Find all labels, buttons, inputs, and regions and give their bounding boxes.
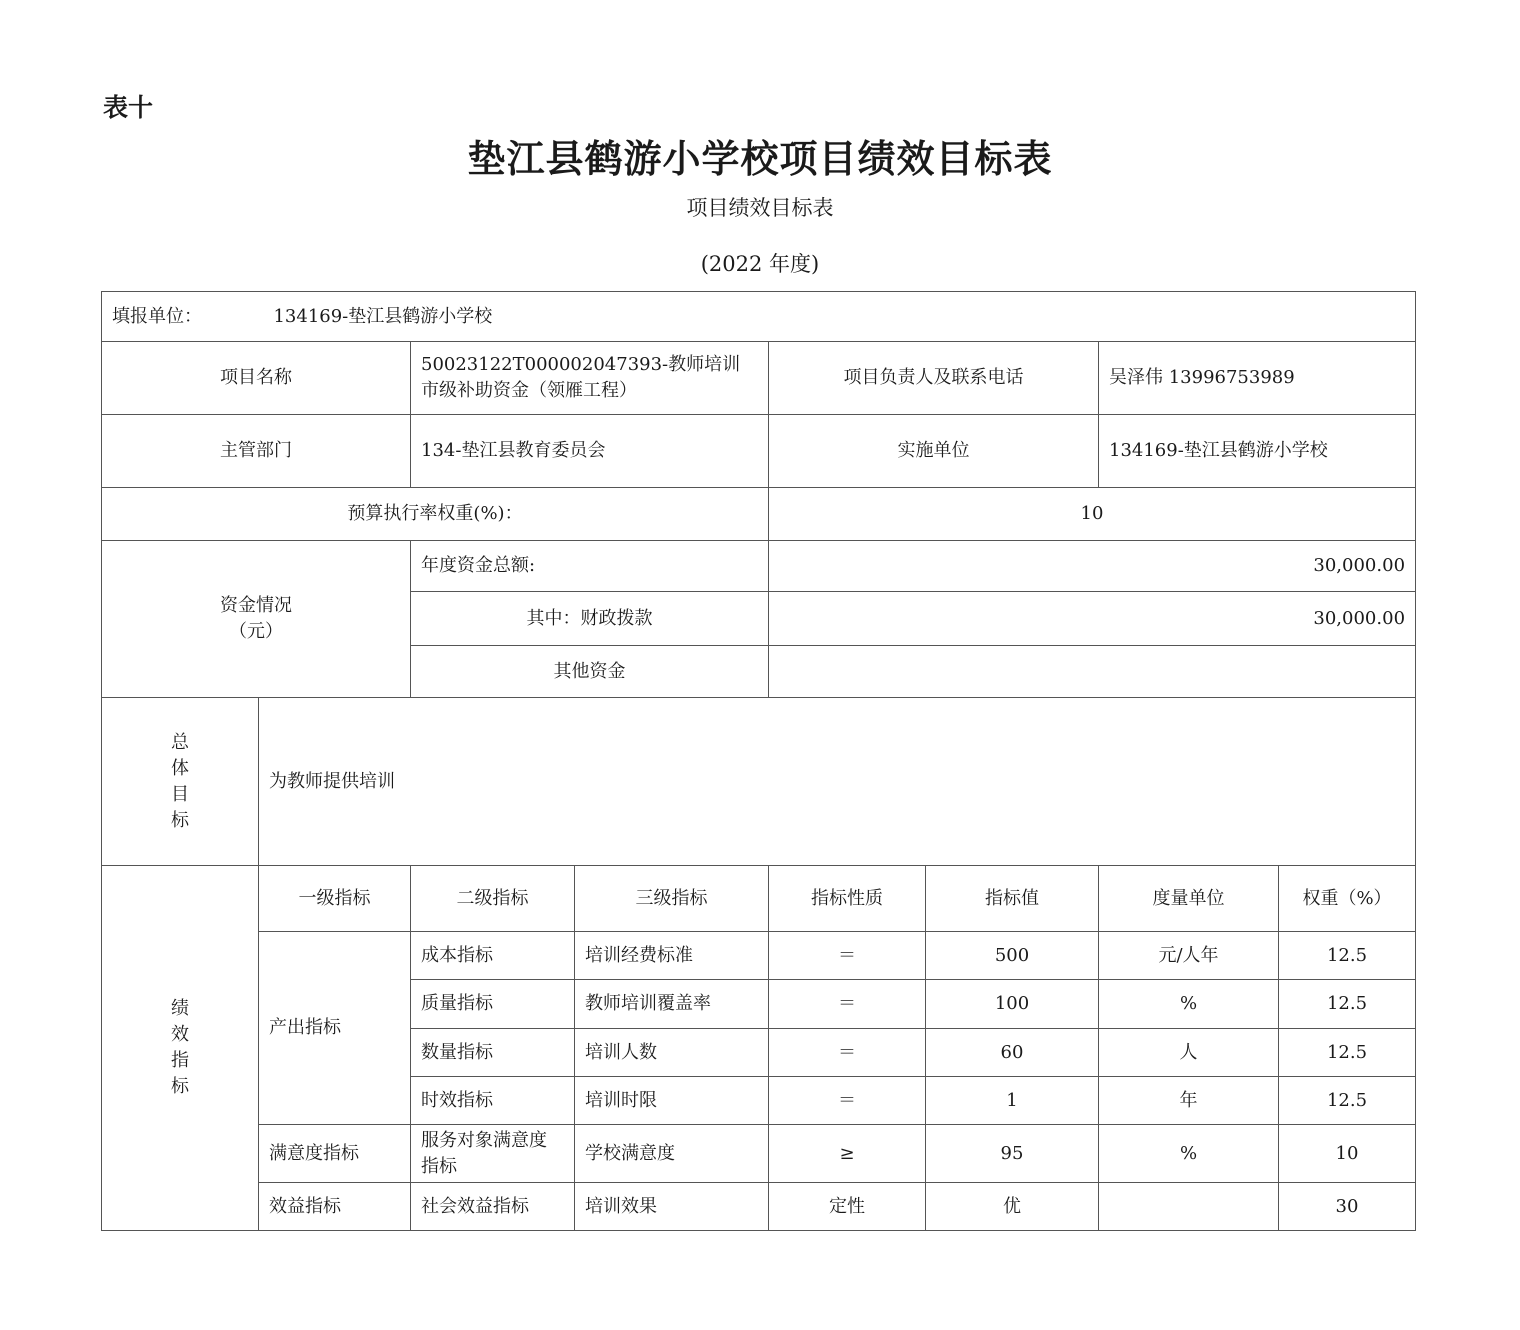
weight-cell: 30 xyxy=(1279,1183,1416,1231)
overall-goal-label xyxy=(102,698,259,866)
weight-cell: 12.5 xyxy=(1279,932,1416,980)
implementing-unit-label: 实施单位 xyxy=(769,415,1099,488)
satisfaction-level1: 满意度指标 xyxy=(259,1125,411,1183)
department-label: 主管部门 xyxy=(102,415,411,488)
indicator-label-char: 效 xyxy=(171,1024,189,1045)
table-row xyxy=(102,1183,1416,1231)
indicator-label-char: 标 xyxy=(171,1076,189,1097)
page-subtitle: 项目绩效目标表 xyxy=(686,196,834,220)
funds-label-line1: 资金情况 xyxy=(220,595,292,616)
value-cell: 1 xyxy=(926,1077,1099,1125)
nature-cell: ≥ xyxy=(769,1125,926,1183)
project-name-label: 项目名称 xyxy=(102,342,411,415)
weight-cell: 12.5 xyxy=(1279,1077,1416,1125)
weight-cell: 12.5 xyxy=(1279,980,1416,1029)
indicator-label-char: 绩 xyxy=(171,998,189,1019)
header-nature: 指标性质 xyxy=(769,866,926,932)
budget-rate-row xyxy=(102,488,1416,541)
level2-cell: 成本指标 xyxy=(411,932,575,980)
unit-cell: % xyxy=(1099,1125,1279,1183)
funds-label-line2: （元） xyxy=(229,621,283,642)
project-name-row xyxy=(102,342,1416,415)
header-level1: 一级指标 xyxy=(259,866,411,932)
table-number: 表十 xyxy=(103,93,154,122)
weight-cell: 10 xyxy=(1279,1125,1416,1183)
budget-rate-label: 预算执行率权重(%)： xyxy=(102,488,769,541)
overall-goal-text: 为教师提供培训 xyxy=(259,698,1416,866)
unit-cell: 人 xyxy=(1099,1029,1279,1077)
value-cell: 优 xyxy=(926,1183,1099,1231)
header-weight: 权重（%） xyxy=(1279,866,1416,932)
output-level1: 产出指标 xyxy=(259,932,411,1125)
goal-label-char: 标 xyxy=(171,809,189,831)
fill-unit-row xyxy=(102,292,1416,342)
department-value: 134-垫江县教育委员会 xyxy=(411,415,769,488)
level3-cell: 培训人数 xyxy=(575,1029,769,1077)
fill-unit-value: 134169-垫江县鹤游小学校 xyxy=(273,305,493,327)
level3-cell: 培训时限 xyxy=(575,1077,769,1125)
other-funds-label: 其他资金 xyxy=(411,646,769,698)
unit-cell: 元/人年 xyxy=(1099,932,1279,980)
department-row xyxy=(102,415,1416,488)
fill-unit-cell xyxy=(102,292,1416,342)
nature-cell: 定性 xyxy=(769,1183,926,1231)
level3-cell: 培训效果 xyxy=(575,1183,769,1231)
fill-unit-label: 填报单位： xyxy=(112,305,202,327)
nature-cell: ＝ xyxy=(769,980,926,1029)
indicators-label xyxy=(102,866,259,1231)
indicator-header-row xyxy=(102,866,1416,932)
nature-cell: ＝ xyxy=(769,932,926,980)
level2-cell: 社会效益指标 xyxy=(411,1183,575,1231)
value-cell: 60 xyxy=(926,1029,1099,1077)
budget-rate-value: 10 xyxy=(769,488,1416,541)
goal-label-char: 目 xyxy=(171,783,189,805)
overall-goal-row xyxy=(102,698,1416,866)
page-title: 垫江县鹤游小学校项目绩效目标表 xyxy=(467,136,1053,181)
level2-cell: 服务对象满意度指标 xyxy=(411,1125,575,1183)
project-leader-label: 项目负责人及联系电话 xyxy=(769,342,1099,415)
level2-cell: 时效指标 xyxy=(411,1077,575,1125)
benefit-level1: 效益指标 xyxy=(259,1183,411,1231)
goal-label-char: 体 xyxy=(171,757,189,779)
project-name-value: 50023122T000002047393-教师培训市级补助资金（领雁工程） xyxy=(411,342,769,415)
value-cell: 95 xyxy=(926,1125,1099,1183)
implementing-unit-value: 134169-垫江县鹤游小学校 xyxy=(1099,415,1416,488)
level3-cell: 学校满意度 xyxy=(575,1125,769,1183)
table-row xyxy=(102,932,1416,980)
fiscal-funds-value: 30,000.00 xyxy=(769,592,1416,646)
nature-cell: ＝ xyxy=(769,1077,926,1125)
performance-target-table xyxy=(101,291,1416,1231)
project-leader-value: 吴泽伟 13996753989 xyxy=(1099,342,1416,415)
level3-cell: 培训经费标准 xyxy=(575,932,769,980)
funds-annual-row xyxy=(102,541,1416,592)
level2-cell: 质量指标 xyxy=(411,980,575,1029)
annual-funds-value: 30,000.00 xyxy=(769,541,1416,592)
goal-label-char: 总 xyxy=(171,731,189,753)
header-unit: 度量单位 xyxy=(1099,866,1279,932)
unit-cell: % xyxy=(1099,980,1279,1029)
weight-cell: 12.5 xyxy=(1279,1029,1416,1077)
level2-cell: 数量指标 xyxy=(411,1029,575,1077)
value-cell: 100 xyxy=(926,980,1099,1029)
level3-cell: 教师培训覆盖率 xyxy=(575,980,769,1029)
value-cell: 500 xyxy=(926,932,1099,980)
annual-funds-label: 年度资金总额: xyxy=(411,541,769,592)
unit-cell: 年 xyxy=(1099,1077,1279,1125)
header-level3: 三级指标 xyxy=(575,866,769,932)
unit-cell xyxy=(1099,1183,1279,1231)
nature-cell: ＝ xyxy=(769,1029,926,1077)
fiscal-year: (2022 年度) xyxy=(700,252,820,276)
fiscal-funds-label: 其中：财政拨款 xyxy=(411,592,769,646)
table-row xyxy=(102,1125,1416,1183)
header-value: 指标值 xyxy=(926,866,1099,932)
other-funds-value xyxy=(769,646,1416,698)
funds-label xyxy=(102,541,411,698)
indicator-label-char: 指 xyxy=(171,1050,189,1071)
header-level2: 二级指标 xyxy=(411,866,575,932)
